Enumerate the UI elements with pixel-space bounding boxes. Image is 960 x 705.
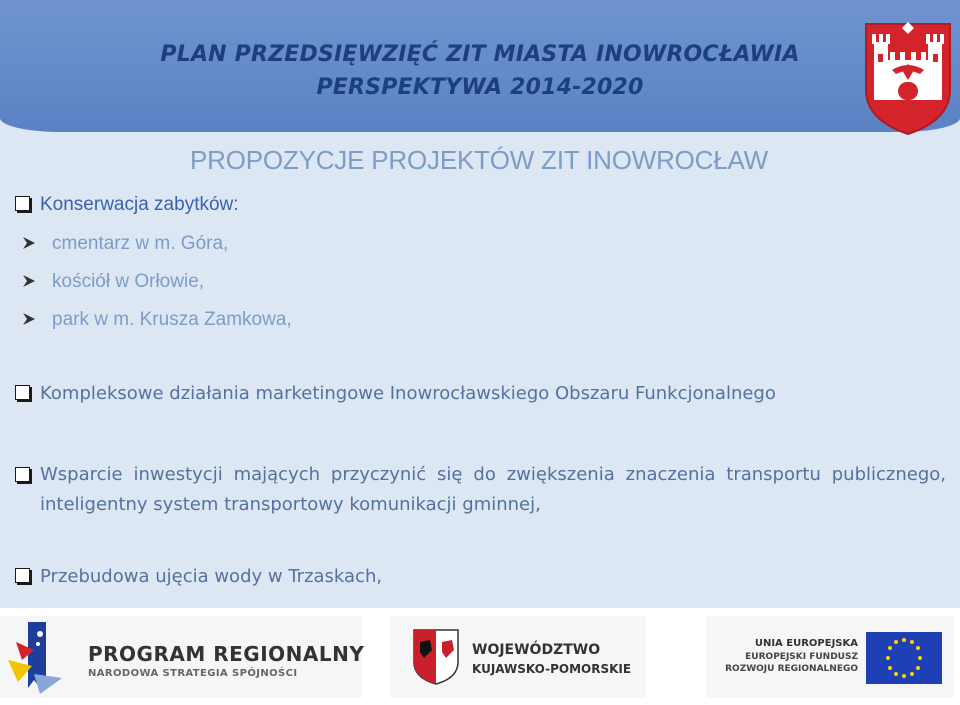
point-text: Kompleksowe działania marketingowe Inowrocławskiego Obszaru Funkcjonalnego — [40, 383, 776, 404]
logo-subtitle: ROZWOJU REGIONALNEGO — [725, 664, 858, 674]
checkbox-bullet-icon — [15, 385, 30, 400]
footer-logos — [0, 610, 960, 705]
header-title-line2: PERSPEKTYWA 2014-2020 — [316, 75, 644, 100]
header-title — [100, 38, 860, 104]
city-coat-of-arms-icon — [862, 20, 954, 136]
logo-title: WOJEWÓDZTWO — [472, 642, 601, 658]
point-text: Przebudowa ujęcia wody w Trzaskach, — [40, 566, 383, 587]
list-item — [22, 309, 292, 331]
program-regionalny-logo — [0, 616, 365, 698]
section-heading-conservation — [14, 194, 239, 216]
eu-flag-icon — [866, 632, 942, 684]
logo-subtitle: NARODOWA STRATEGIA SPÓJNOŚCI — [88, 668, 298, 679]
arrow-bullet-icon — [22, 312, 36, 326]
checkbox-bullet-icon — [15, 568, 30, 583]
eu-erdf-logo — [706, 616, 954, 698]
voivodeship-crest-icon — [412, 628, 460, 686]
checkbox-bullet-icon — [15, 467, 30, 482]
logo-subtitle: EUROPEJSKI FUNDUSZ — [745, 652, 858, 662]
arrow-bullet-icon — [22, 236, 36, 250]
point-text: Wsparcie inwestycji mających przyczynić się do zwiększenia znaczenia transportu publicznego, inteligentny system transportowy komunikacji gminnej, — [40, 464, 946, 515]
header-banner — [0, 0, 960, 132]
list-item-text: kościół w Orłowie, — [52, 271, 205, 292]
section-heading-text: Konserwacja zabytków: — [40, 194, 239, 215]
point-transport — [14, 460, 949, 520]
list-item-text: park w m. Krusza Zamkowa, — [52, 309, 292, 330]
list-item-text: cmentarz w m. Góra, — [52, 233, 229, 254]
point-marketing — [14, 383, 776, 404]
list-item — [22, 233, 228, 255]
checkbox-bullet-icon — [15, 196, 30, 211]
point-water — [14, 566, 382, 587]
logo-title: UNIA EUROPEJSKA — [754, 638, 858, 649]
logo-subtitle: KUJAWSKO-POMORSKIE — [472, 662, 632, 676]
arrow-bullet-icon — [22, 274, 36, 288]
logo-title: PROGRAM REGIONALNY — [88, 642, 365, 666]
header-title-line1: PLAN PRZEDSIĘWZIĘĆ ZIT MIASTA INOWROCŁAWIA — [160, 42, 800, 67]
kujawsko-pomorskie-logo — [390, 616, 646, 698]
nss-logo-icon — [4, 620, 66, 696]
slide-subtitle: PROPOZYCJE PROJEKTÓW ZIT INOWROCŁAW — [190, 145, 769, 175]
list-item — [22, 271, 204, 293]
